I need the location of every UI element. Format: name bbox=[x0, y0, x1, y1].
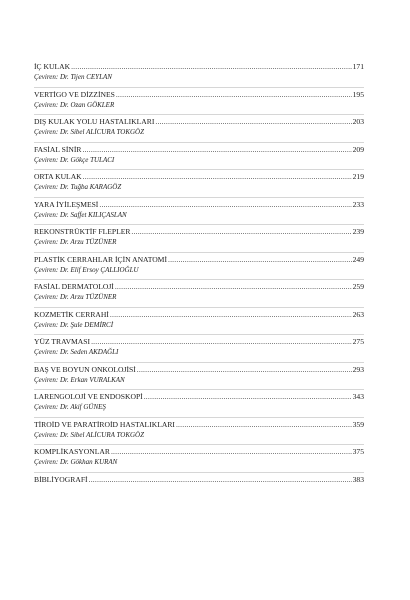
toc-entry-translator: Çeviren: Dr. Arzu TÜZÜNER bbox=[34, 238, 117, 246]
toc-entry-line bbox=[34, 475, 364, 485]
toc-entry-translator: Çeviren: Dr. Saffet KILIÇASLAN bbox=[34, 210, 127, 219]
toc-entry[interactable] bbox=[34, 253, 364, 281]
toc-entry[interactable] bbox=[34, 390, 364, 418]
dot-leader bbox=[99, 200, 351, 210]
toc-entry[interactable] bbox=[34, 308, 364, 336]
toc-entry-page: 209 bbox=[352, 144, 364, 154]
toc-entry-page: 239 bbox=[352, 227, 364, 236]
toc-entry-line bbox=[34, 255, 364, 265]
dot-leader bbox=[168, 255, 352, 265]
toc-entry[interactable] bbox=[34, 198, 364, 226]
toc-entry-translator: Çeviren: Dr. Sibel ALİCURA TOKGÖZ bbox=[34, 430, 144, 439]
toc-entry[interactable] bbox=[34, 335, 364, 363]
toc-entry-translator: Çeviren: Dr. Seden AKDAĞLI bbox=[34, 348, 119, 356]
toc-entry-title: YÜZ TRAVMASI bbox=[34, 337, 91, 346]
toc-entry-line bbox=[34, 200, 364, 210]
toc-entry-title: DIŞ KULAK YOLU HASTALIKLARI bbox=[34, 117, 155, 126]
toc-entry-title: FASİAL DERMATOLOJİ bbox=[34, 282, 114, 291]
toc-entry[interactable] bbox=[34, 88, 364, 116]
toc-entry-line bbox=[34, 172, 364, 182]
table-of-contents bbox=[34, 60, 364, 500]
toc-entry-translator: Çeviren: Dr. Gökhan KURAN bbox=[34, 458, 118, 466]
toc-entry-page: 383 bbox=[352, 474, 364, 484]
toc-entry[interactable] bbox=[34, 143, 364, 171]
toc-entry[interactable] bbox=[34, 170, 364, 198]
dot-leader bbox=[71, 62, 352, 72]
dot-leader bbox=[82, 145, 351, 155]
toc-entry-title: BAŞ VE BOYUN ONKOLOJİSİ bbox=[34, 364, 136, 374]
dot-leader bbox=[89, 475, 352, 485]
toc-entry[interactable] bbox=[34, 418, 364, 446]
toc-entry[interactable] bbox=[34, 115, 364, 143]
dot-leader bbox=[91, 337, 352, 347]
dot-leader bbox=[111, 447, 352, 457]
toc-entry-title: LARENGOLOJİ VE ENDOSKOPİ bbox=[34, 392, 143, 401]
toc-entry-page: 203 bbox=[352, 117, 364, 126]
toc-entry[interactable] bbox=[34, 60, 364, 88]
toc-entry-page: 171 bbox=[352, 62, 364, 71]
toc-entry-line bbox=[34, 62, 364, 72]
toc-entry-title: FASİAL SİNİR bbox=[34, 144, 82, 154]
toc-entry[interactable] bbox=[34, 225, 364, 253]
toc-entry-line bbox=[34, 420, 364, 430]
toc-entry-translator: Çeviren: Dr. Tuğba KARAGÖZ bbox=[34, 183, 122, 191]
toc-entry[interactable] bbox=[34, 363, 364, 391]
toc-entry-translator: Çeviren: Dr. Elif Ersoy ÇALLIOĞLU bbox=[34, 265, 139, 274]
toc-entry-title: İÇ KULAK bbox=[34, 62, 71, 71]
toc-entry-line bbox=[34, 447, 364, 457]
toc-entry-page: 375 bbox=[352, 447, 364, 456]
toc-entry-line bbox=[34, 392, 364, 402]
toc-entry-translator: Çeviren: Dr. Erkan VURALKAN bbox=[34, 375, 125, 384]
toc-entry-title: TİROİD VE PARATİROİD HASTALIKLARI bbox=[34, 419, 175, 429]
toc-entry[interactable] bbox=[34, 473, 364, 501]
toc-entry-line bbox=[34, 117, 364, 127]
toc-entry-page: 359 bbox=[352, 419, 364, 429]
toc-entry-title: VERTİGO VE DİZZİNES bbox=[34, 89, 115, 99]
toc-entry-page: 263 bbox=[352, 309, 364, 319]
toc-entry-page: 249 bbox=[352, 254, 364, 264]
toc-entry-title: KOZMETİK CERRAHİ bbox=[34, 309, 109, 319]
toc-entry-translator: Çeviren: Dr. Gökçe TULACI bbox=[34, 155, 115, 164]
toc-entry-line bbox=[34, 365, 364, 375]
dot-leader bbox=[116, 90, 352, 100]
dot-leader bbox=[115, 282, 352, 292]
toc-entry-title: REKONSTRÜKTİF FLEPLER bbox=[34, 227, 131, 236]
toc-entry-translator: Çeviren: Dr. Ozan GÖKLER bbox=[34, 100, 115, 109]
toc-entry-title: KOMPLİKASYONLAR bbox=[34, 447, 110, 456]
toc-entry-page: 259 bbox=[352, 282, 364, 291]
toc-entry-page: 195 bbox=[352, 89, 364, 99]
toc-entry-translator: Çeviren: Dr. Akif GÜNEŞ bbox=[34, 403, 106, 411]
toc-entry-line bbox=[34, 310, 364, 320]
toc-entry-line bbox=[34, 337, 364, 347]
toc-entry-line bbox=[34, 227, 364, 237]
toc-entry-translator: Çeviren: Dr. Şule DEMİRCİ bbox=[34, 320, 114, 329]
dot-leader bbox=[83, 172, 352, 182]
dot-leader bbox=[176, 420, 352, 430]
toc-entry[interactable] bbox=[34, 445, 364, 473]
dot-leader bbox=[137, 365, 352, 375]
toc-entry-translator: Çeviren: Dr. Arzu TÜZÜNER bbox=[34, 293, 117, 301]
dot-leader bbox=[131, 227, 351, 237]
toc-entry-title: YARA İYİLEŞMESİ bbox=[34, 199, 99, 209]
toc-entry-line bbox=[34, 90, 364, 100]
toc-entry-page: 233 bbox=[352, 199, 364, 209]
toc-entry-translator: Çeviren: Dr. Sibel ALİCURA TOKGÖZ bbox=[34, 128, 144, 136]
toc-entry-title: ORTA KULAK bbox=[34, 172, 82, 181]
toc-entry-page: 275 bbox=[352, 337, 364, 346]
toc-entry-page: 343 bbox=[352, 392, 364, 401]
dot-leader bbox=[110, 310, 352, 320]
toc-entry-page: 219 bbox=[352, 172, 364, 181]
dot-leader bbox=[144, 392, 352, 402]
toc-entry-translator: Çeviren: Dr. Tijen CEYLAN bbox=[34, 73, 112, 81]
toc-entry-title: BİBLİYOGRAFİ bbox=[34, 474, 88, 484]
toc-entry-line bbox=[34, 282, 364, 292]
toc-entry-title: PLASTİK CERRAHLAR İÇİN ANATOMİ bbox=[34, 254, 167, 264]
toc-entry-page: 293 bbox=[352, 364, 364, 374]
toc-entry[interactable] bbox=[34, 280, 364, 308]
toc-entry-line bbox=[34, 145, 364, 155]
dot-leader bbox=[155, 117, 351, 127]
